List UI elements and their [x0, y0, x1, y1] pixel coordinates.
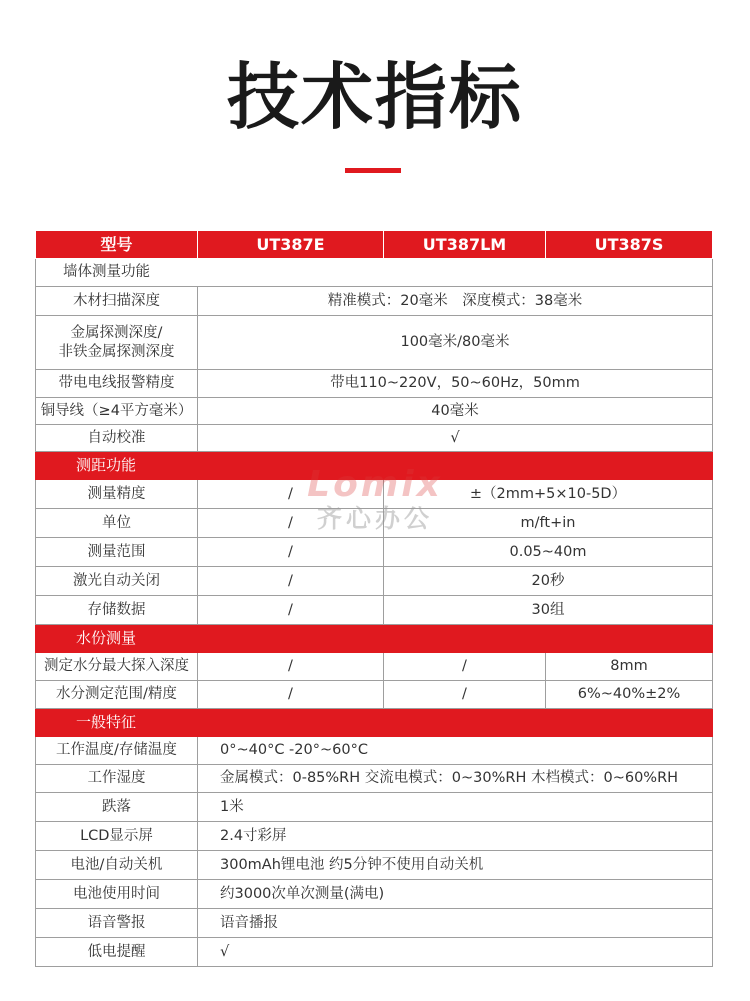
watermark-brand-name: 齐心办公: [316, 504, 433, 533]
cell-ut387lm-s: 0.05~40m: [384, 538, 713, 567]
header-ut387s: UT387S: [546, 231, 713, 259]
row-value: 约3000次单次测量(满电): [198, 880, 713, 909]
table-row: [36, 259, 713, 287]
section-row: [36, 709, 713, 737]
row-value: 语音播报: [198, 909, 713, 938]
cell-ut387lm-s: 30组: [384, 596, 713, 625]
distance-section-title: 测距功能: [36, 452, 713, 480]
title-underline: [345, 168, 401, 173]
table-row: [36, 398, 713, 425]
table-row: [36, 425, 713, 452]
metal-label-line2: 非铁金属探测深度: [58, 343, 175, 360]
general-section-title: 一般特征: [36, 709, 713, 737]
row-label: 水分测定范围/精度: [36, 681, 198, 709]
cell-ut387lm-s: 20秒: [384, 567, 713, 596]
row-label: 测定水分最大探入深度: [36, 653, 198, 681]
table-row: [36, 653, 713, 681]
row-label: 工作温度/存储温度: [36, 737, 198, 765]
table-row: [36, 681, 713, 709]
row-label: 激光自动关闭: [36, 567, 198, 596]
table-row: [36, 316, 713, 370]
row-value: 2.4寸彩屏: [198, 822, 713, 851]
cell-ut387e: /: [198, 653, 384, 681]
cell-ut387lm: /: [384, 681, 546, 709]
row-label: LCD显示屏: [36, 822, 198, 851]
row-label: 跌落: [36, 793, 198, 822]
header-model: 型号: [36, 231, 198, 259]
table-row: [36, 538, 713, 567]
row-value: 300mAh锂电池 约5分钟不使用自动关机: [198, 851, 713, 880]
spec-table: [35, 230, 713, 967]
row-label: 木材扫描深度: [36, 287, 198, 316]
row-value: 100毫米/80毫米: [198, 316, 713, 370]
row-value: 带电110~220V，50~60Hz，50mm: [198, 370, 713, 398]
cell-ut387lm-s: ±（2mm+5×10-5D）: [384, 480, 713, 509]
header-ut387lm: UT387LM: [384, 231, 546, 259]
table-row: [36, 596, 713, 625]
check-mark: √: [198, 425, 713, 452]
table-header-row: [36, 231, 713, 259]
cell-ut387s: 6%~40%±2%: [546, 681, 713, 709]
table-row: [36, 938, 713, 967]
row-label: 带电电线报警精度: [36, 370, 198, 398]
check-mark: √: [198, 938, 713, 967]
table-row: [36, 370, 713, 398]
cell-ut387e: /: [198, 567, 384, 596]
row-value: 金属模式：0-85%RH 交流电模式：0~30%RH 木档模式：0~60%RH: [198, 765, 713, 793]
row-label: 自动校准: [36, 425, 198, 452]
table-row: [36, 880, 713, 909]
cell-ut387e: /: [198, 480, 384, 509]
table-row: [36, 287, 713, 316]
table-row: [36, 765, 713, 793]
table-row: [36, 509, 713, 538]
cell-ut387e: /: [198, 596, 384, 625]
cell-ut387lm-s: m/ft+in: [384, 509, 713, 538]
row-label: 测量精度: [36, 480, 198, 509]
row-label: 语音警报: [36, 909, 198, 938]
page-title: 技术指标: [226, 55, 523, 139]
row-label: 铜导线（≥4平方毫米）: [36, 398, 198, 425]
moisture-section-title: 水份测量: [36, 625, 713, 653]
table-row: [36, 480, 713, 509]
row-value: 40毫米: [198, 398, 713, 425]
table-row: [36, 851, 713, 880]
row-value: 0°~40°C -20°~60°C: [198, 737, 713, 765]
table-row: [36, 737, 713, 765]
row-label: 单位: [36, 509, 198, 538]
row-value: 精准模式：20毫米 深度模式：38毫米: [198, 287, 713, 316]
section-row: [36, 625, 713, 653]
row-value: 1米: [198, 793, 713, 822]
metal-label-line1: 金属探测深度/: [70, 324, 163, 341]
row-label: 低电提醒: [36, 938, 198, 967]
cell-ut387s: 8mm: [546, 653, 713, 681]
row-label: 电池/自动关机: [36, 851, 198, 880]
wall-section-label: 墙体测量功能: [36, 259, 713, 287]
row-label: 工作湿度: [36, 765, 198, 793]
row-label: 存储数据: [36, 596, 198, 625]
row-label: 测量范围: [36, 538, 198, 567]
section-row: [36, 452, 713, 480]
cell-ut387e: /: [198, 681, 384, 709]
header-ut387e: UT387E: [198, 231, 384, 259]
cell-ut387e: /: [198, 509, 384, 538]
table-row: [36, 822, 713, 851]
cell-ut387e: /: [198, 538, 384, 567]
table-row: [36, 793, 713, 822]
cell-ut387lm: /: [384, 653, 546, 681]
watermark-logo-text: Lomix: [307, 464, 443, 505]
row-label: [36, 316, 198, 370]
table-row: [36, 567, 713, 596]
row-label: 电池使用时间: [36, 880, 198, 909]
table-row: [36, 909, 713, 938]
